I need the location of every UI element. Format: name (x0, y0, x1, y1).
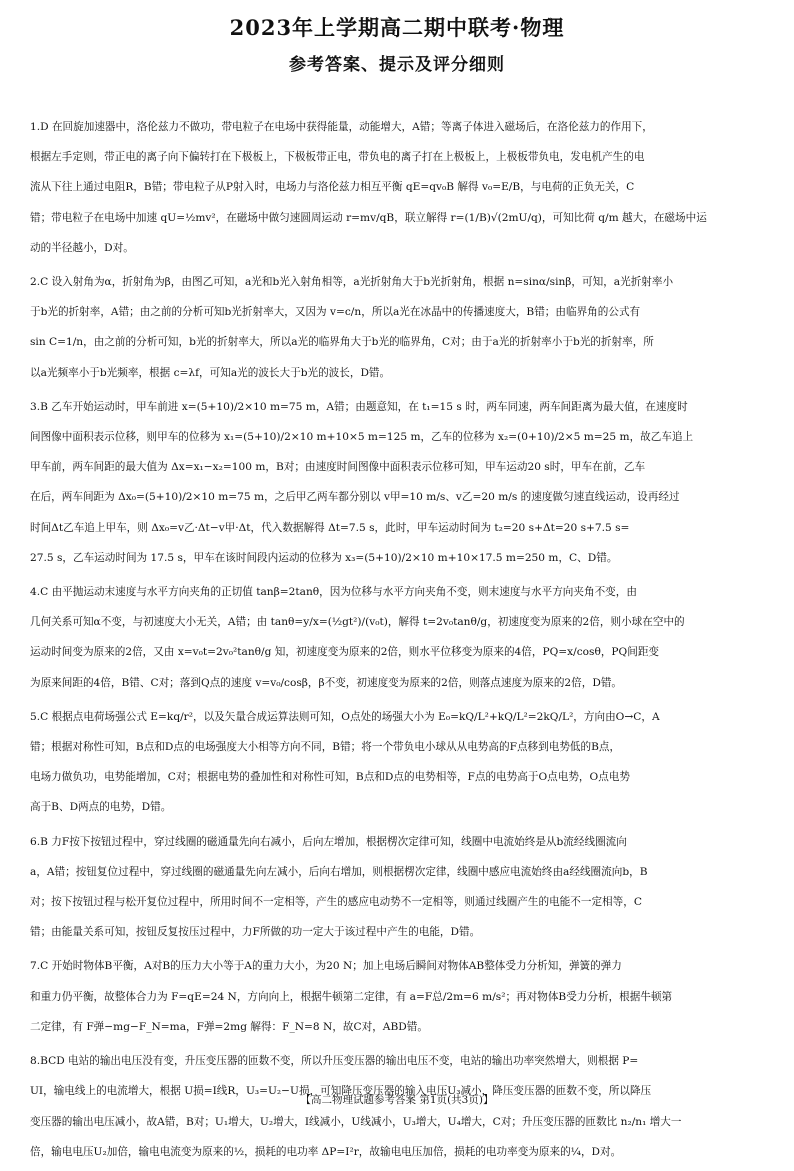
answer-line: 7.C 开始时物体B平衡，A对B的压力大小等于A的重力大小，为20 N；加上电场后瞬间对物体AB整体受力分析知，弹簧的弹力 (30, 960, 622, 973)
answer-item (30, 951, 770, 1042)
answers-section (30, 112, 770, 1171)
page-subtitle: 参考答案、提示及评分细则 (289, 55, 505, 75)
answer-line: 对；按下按钮过程与松开复位过程中，所用时间不一定相等，产生的感应电动势不一定相等，则通过线圈产生的电能不一定相等，C (30, 896, 642, 909)
answer-item (30, 702, 770, 823)
answer-line: 和重力仍平衡，故整体合力为 F=qE=24 N，方向向上，根据牛顿第二定律，有 a=F总/2m=6 m/s²；再对物体B受力分析，根据牛顿第 (30, 990, 673, 1003)
answer-line: 5.C 根据点电荷场强公式 E=kq/r²，以及矢量合成运算法则可知，O点处的场强大小为 E₀=kQ/L²+kQ/L²=2kQ/L²，方向由O→C，A (30, 710, 660, 723)
answer-line: 甲车前，两车间距的最大值为 Δx=x₁−x₂=100 m，B对；由速度时间图像中面积表示位移可知，甲车运动20 s时，甲车在前，乙车 (30, 461, 646, 474)
answer-line: 错；根据对称性可知，B点和D点的电场强度大小相等方向不同，B错；将一个带负电小球从从电势高的F点移到电势低的B点， (30, 741, 621, 754)
answer-line: 根据左手定则，带正电的离子向下偏转打在下极板上，下极板带正电，带负电的离子打在上极板上，上极板带负电，发电机产生的电 (30, 151, 645, 164)
answer-line: 2.C 设入射角为α，折射角为β，由图乙可知，a光和b光入射角相等，a光折射角大于b光折射角，根据 n=sinα/sinβ，可知，a光折射率小 (30, 276, 674, 289)
answer-line: 4.C 由平抛运动末速度与水平方向夹角的正切值 tanβ=2tanθ，因为位移与水平方向夹角不变，则末速度与水平方向夹角不变，由 (30, 586, 637, 599)
answer-line: 以a光频率小于b光频率，根据 c=λf，可知a光的波长大于b光的波长，D错。 (30, 366, 391, 379)
answer-item (30, 112, 770, 263)
answer-item (30, 577, 770, 698)
answer-line: 错；由能量关系可知，按钮反复按压过程中，力F所做的功一定大于该过程中产生的电能，D错。 (30, 926, 481, 939)
answer-line: 为原来间距的4倍，B错、C对；落到Q点的速度 v=v₀/cosβ，β不变，初速度变为原来的2倍，则落点速度为原来的2倍，D错。 (30, 676, 623, 689)
page-footer: 【高二物理试题参考答案 第1页(共3页)】 (300, 1094, 494, 1106)
answer-line: 3.B 乙车开始运动时，甲车前进 x=(5+10)/2×10 m=75 m，A错；由题意知，在 t₁=15 s 时，两车同速，两车间距离为最大值，在速度时 (30, 400, 688, 413)
answer-line: 1.D 在回旋加速器中，洛伦兹力不做功，带电粒子在电场中获得能量，动能增大，A错；等离子体进入磁场后，在洛伦兹力的作用下， (30, 121, 653, 133)
answer-line: 在后，两车间距为 Δx₀=(5+10)/2×10 m=75 m，之后甲乙两车都分别以 v甲=10 m/s、v乙=20 m/s 的速度做匀速直线运动，设再经过 (30, 491, 680, 504)
answer-line: a，A错；按钮复位过程中，穿过线圈的磁通量先向左减小，后向右增加，则根据楞次定律，线圈中感应电流始终由a经线圈流向b，B (30, 865, 648, 878)
answer-line: 几何关系可知α不变，与初速度大小无关，A错；由 tanθ=y/x=(½gt²)/(v₀t)，解得 t=2v₀tanθ/g，初速度变为原来的2倍，则小球在空中的 (30, 616, 685, 629)
answer-line: 错；带电粒子在电场中加速 qU=½mv²，在磁场中做匀速圆周运动 r=mv/qB，联立解得 r=(1/B)√(2mU/q)，可知比荷 q/m 越大，在磁场中运 (30, 211, 707, 224)
answer-line: 间图像中面积表示位移，则甲车的位移为 x₁=(5+10)/2×10 m+10×5 m=125 m，乙车的位移为 x₂=(0+10)/2×5 m=25 m，故乙车追上 (30, 431, 694, 444)
answer-line: 倍，输电电压U₂加倍，输电电流变为原来的½，损耗的电功率 ΔP=I²r，故输电电压加倍，损耗的电功率变为原来的¼，D对。 (30, 1145, 622, 1158)
answer-line: UI，输电线上的电流增大，根据 U损=I线R，U₃=U₂−U损，可知降压变压器的输入电压U₃减小，降压变压器的匝数不变，所以降压 (30, 1085, 652, 1098)
answer-line: 27.5 s，乙车运动时间为 17.5 s，甲车在该时间段内运动的位移为 x₃=(5+10)/2×10 m+10×17.5 m=250 m，C、D错。 (30, 551, 618, 564)
answer-line: 高于B、D两点的电势，D错。 (30, 801, 172, 814)
answer-line: 6.B 力F按下按钮过程中，穿过线圈的磁通量先向右减小，后向左增加，根据楞次定律可知，线圈中电流始终是从b流经线圈流向 (30, 835, 627, 848)
answer-item (30, 827, 770, 948)
page-title: 2023年上学期高二期中联考·物理 (229, 15, 565, 40)
answer-line: 动的半径越小，D对。 (30, 241, 134, 254)
answer-line: sin C=1/n，由之前的分析可知，b光的折射率大，所以a光的临界角大于b光的临界角，C对；由于a光的折射率小于b光的折射率，所 (30, 336, 654, 349)
answer-line: 时间Δt乙车追上甲车，则 Δx₀=v乙·Δt−v甲·Δt，代入数据解得 Δt=7.5 s，此时，甲车运动时间为 t₂=20 s+Δt=20 s+7.5 s= (30, 521, 630, 534)
answer-item (30, 392, 770, 573)
answer-line: 流从下往上通过电阻R，B错；带电粒子从P射入时，电场力与洛伦兹力相互平衡 qE=qv₀B 解得 v₀=E/B，与电荷的正负无关，C (30, 181, 635, 194)
answer-line: 于b光的折射率，A错；由之前的分析可知b光折射率大，又因为 v=c/n，所以a光在冰晶中的传播速度大，B错；由临界角的公式有 (30, 306, 641, 319)
answer-line: 运动时间变为原来的2倍，又由 x=v₀t=2v₀²tanθ/g 知，初速度变为原来的2倍，则水平位移变为原来的4倍，PQ=x/cosθ，PQ间距变 (30, 646, 660, 659)
answer-line: 变压器的输出电压减小，故A错，B对；U₁增大，U₂增大，I线减小，U线减小，U₃增大，U₄增大，C对；升压变压器的匝数比 n₂/n₁ 增大一 (30, 1115, 682, 1128)
answer-item (30, 267, 770, 388)
answer-line: 电场力做负功，电势能增加，C对；根据电势的叠加性和对称性可知，B点和D点的电势相等，F点的电势高于O点电势，O点电势 (30, 771, 630, 784)
answer-line: 二定律，有 F弹−mg−F_N=ma，F弹=2mg 解得：F_N=8 N，故C对，ABD错。 (30, 1020, 428, 1033)
answer-line: 8.BCD 电站的输出电压没有变，升压变压器的匝数不变，所以升压变压器的输出电压不变，电站的输出功率突然增大，则根据 P= (30, 1055, 639, 1068)
